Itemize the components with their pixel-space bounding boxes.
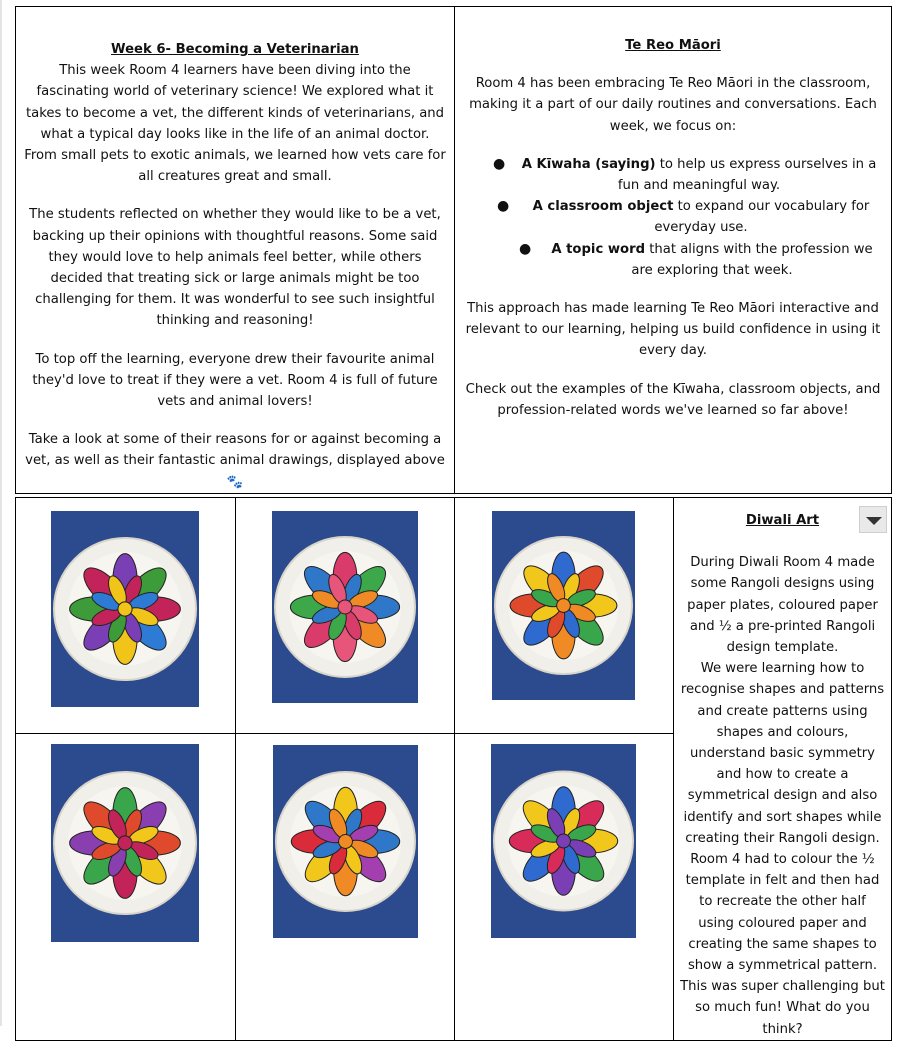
rangoli-photo-icon [273,745,418,938]
reo-paragraph-3: Check out the examples of the Kīwaha, classroom objects, and profession-related words we've learned so far above! [465,381,881,418]
vet-paragraph-4: Take a look at some of their reasons for or against becoming a vet, as well as their fantastic animal drawings, displayed above 🐾 [25,432,445,490]
reo-bullet-object: ● A classroom object to expand our vocabulary for everyday use. [497,198,870,236]
vet-paragraph-2: The students reflected on whether they would like to be a vet, backing up their opinions with thoughtful reasons. Some said they would love to help animals feel better, while others decided that treating sick or large animals might be too challenging for them. It was wonderful to see such insightful thinking and reasoning! [29,207,441,329]
vet-paragraph-3: To top off the learning, everyone drew their favourite animal they'd love to treat if they were a vet. Room 4 is full of future vets and animal lovers! [32,351,438,410]
dropdown-arrow-icon[interactable] [859,506,887,533]
reo-cell [455,7,892,494]
photo-cell [16,498,236,734]
page-left-border [0,0,2,1026]
diwali-heading: Diwali Art [745,513,820,528]
photo-cell [236,733,455,1040]
newsletter-table-top [15,6,892,494]
photo-cell [16,733,236,1040]
newsletter-table-bottom [15,497,892,1041]
rangoli-photo-icon [491,744,636,938]
rangoli-photo-icon [51,511,199,707]
rangoli-photo-icon [492,511,635,700]
vet-paragraph-1: This week Room 4 learners have been diving into the fascinating world of veterinary science! We explored what it takes to become a vet, the different kinds of veterinarians, and what a typical day looks like in the life of an animal doctor. From small pets to exotic animals, we learned how vets care for all creatures great and small. [24,63,446,185]
vet-heading: Week 6- Becoming a Veterinarian [111,42,359,57]
diwali-paragraph-1: During Diwali Room 4 made some Rangoli designs using paper plates, coloured paper and ½ a pre-printed Rangoli design template. [687,555,878,656]
rangoli-photo-6 [491,744,636,938]
rangoli-photo-2 [272,511,418,703]
reo-bullet-topic: ● A topic word that aligns with the profession we are exploring that week. [519,240,873,278]
diwali-paragraph-2: We were learning how to recognise shapes and patterns and create patterns using shapes and colours, understand basic symmetry and how to create a symmetrical design and also identify and sort shapes while creating their Rangoli design. Room 4 had to colour the ½ template in felt and then had to recreate the other half using coloured paper and creating the same shapes to show a symmetrical pattern. This was super challenging but so much fun! What do you think? [680,661,885,1037]
rangoli-photo-3 [492,511,635,700]
rangoli-photo-icon [272,511,418,703]
reo-heading: Te Reo Māori [625,38,721,53]
reo-focus-list [463,154,883,281]
reo-bullet-kiwaha: ● A Kīwaha (saying) to help us express ourselves in a fun and meaningful way. [493,155,877,194]
rangoli-photo-4 [51,744,199,942]
rangoli-photo-1 [51,511,199,707]
vet-cell [16,7,455,494]
reo-intro: Room 4 has been embracing Te Reo Māori in the classroom, making it a part of our daily routines and conversations. Each week, we focus on: [469,76,877,134]
photo-cell [455,733,674,1040]
photo-cell [236,498,455,734]
diwali-cell [674,498,892,1041]
reo-paragraph-2: This approach has made learning Te Reo Māori interactive and relevant to our learning, helping us build confidence in using it every day. [465,301,881,359]
photo-cell [455,498,674,734]
rangoli-photo-icon [51,744,199,942]
rangoli-photo-5 [273,745,418,938]
